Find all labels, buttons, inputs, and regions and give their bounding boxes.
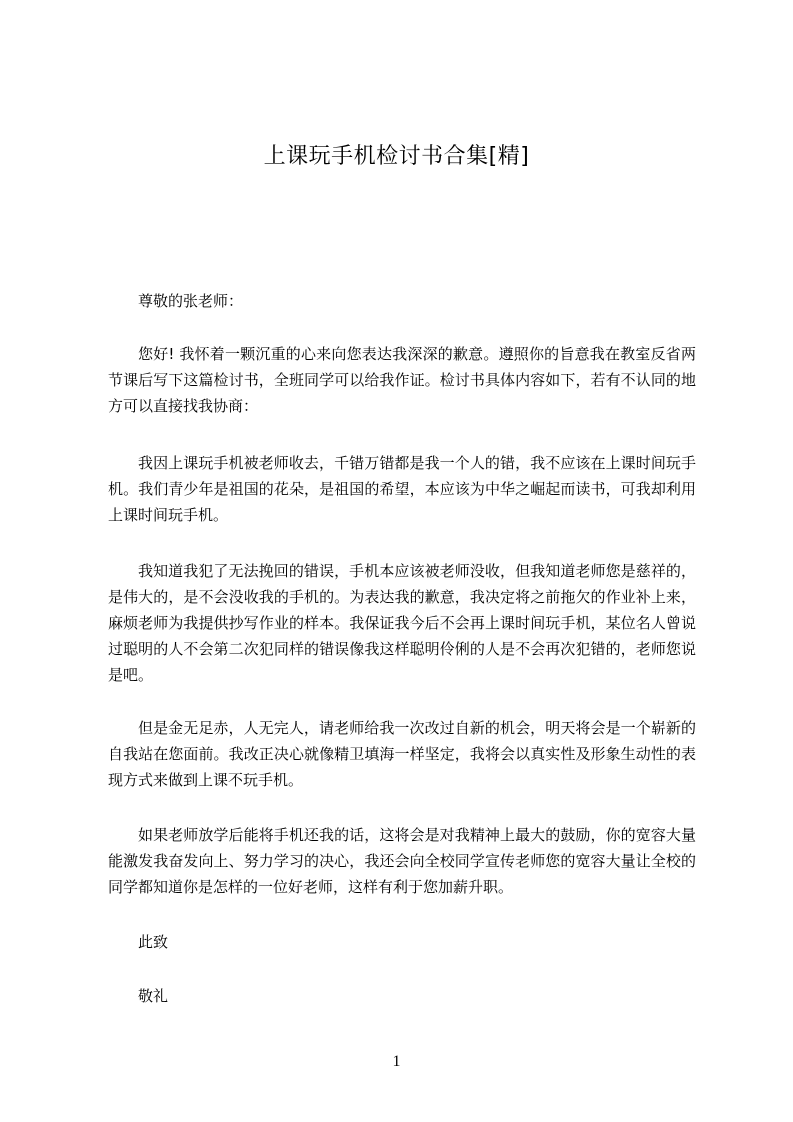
paragraph-3: 我知道我犯了无法挽回的错误，手机本应该被老师没收，但我知道老师您是慈祥的，是伟大的，是不会没收我的手机的。为表达我的歉意，我决定将之前拖欠的作业补上来，麻烦老师为我提供抄写作业的样本。我保证我今后不会再上课时间玩手机，某位名人曾说过聪明的人不会第二次犯同样的错误像我这样聪明伶俐的人是不会再次犯错的，老师您说是吧。 (108, 562, 696, 684)
paragraph-5: 如果老师放学后能将手机还我的话，这将会是对我精神上最大的鼓励，你的宽容大量能激发我奋发向上、努力学习的决心，我还会向全校同学宣传老师您的宽容大量让全校的同学都知道你是怎样的一位好老师，这样有利于您加薪升职。 (108, 826, 696, 896)
document-title: 上课玩手机检讨书合集[精] (263, 144, 530, 169)
salutation: 尊敬的张老师： (138, 292, 244, 310)
closing-line-2: 敬礼 (138, 987, 169, 1005)
paragraph-4: 但是金无足赤，人无完人，请老师给我一次改过自新的机会，明天将会是一个崭新的自我站在您面前。我改正决心就像精卫填海一样坚定，我将会以真实性及形象生动性的表现方式来做到上课不玩手机。 (108, 719, 696, 789)
paragraph-1: 您好! 我怀着一颗沉重的心来向您表达我深深的歉意。遵照你的旨意我在教室反省两节课后写下这篇检讨书，全班同学可以给我作证。检讨书具体内容如下，若有不认同的地方可以直接找我协商： (108, 345, 696, 415)
closing-line-1: 此致 (138, 933, 169, 951)
page-number: 1 (392, 1053, 401, 1070)
paragraph-2: 我因上课玩手机被老师收去，千错万错都是我一个人的错，我不应该在上课时间玩手机。我们青少年是祖国的花朵，是祖国的希望，本应该为中华之崛起而读书，可我却利用上课时间玩手机。 (108, 454, 696, 524)
